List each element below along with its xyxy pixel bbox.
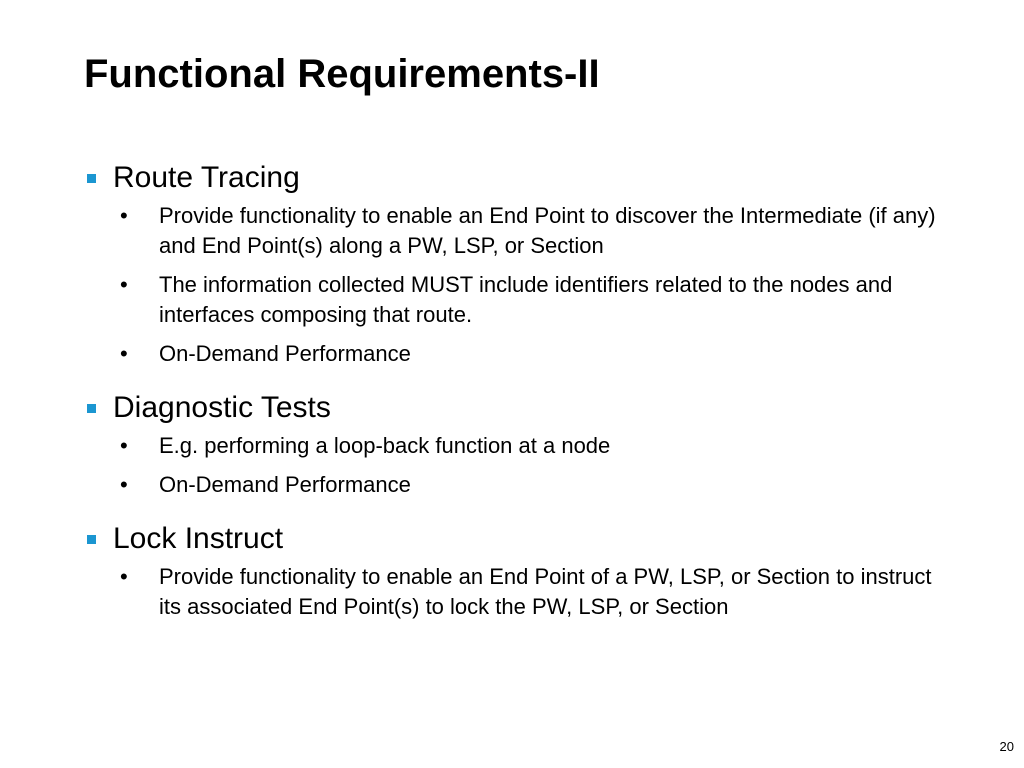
slide-title: Functional Requirements-II	[84, 52, 600, 96]
bullet-dot-icon: •	[120, 472, 128, 497]
list-item-text: On-Demand Performance	[159, 341, 411, 366]
list-item	[84, 270, 964, 330]
section-heading	[84, 157, 964, 199]
section-heading	[84, 518, 964, 560]
list-item-text: Provide functionality to enable an End Point of a PW, LSP, or Section to instruct its associated End Point(s) to lock the PW, LSP, or Section	[159, 564, 932, 619]
list-item	[84, 431, 964, 461]
list-item-text: The information collected MUST include identifiers related to the nodes and interfaces composing that route.	[159, 272, 893, 327]
section-heading	[84, 387, 964, 429]
list-item-text: Provide functionality to enable an End Point to discover the Intermediate (if any) and End Point(s) along a PW, LSP, or Section	[159, 203, 936, 258]
list-item-text: On-Demand Performance	[159, 472, 411, 497]
bullet-dot-icon: •	[120, 341, 128, 366]
bullet-dot-icon: •	[120, 203, 128, 228]
list-item	[84, 470, 964, 500]
section-diagnostic-tests	[84, 387, 964, 500]
section-title: Route Tracing	[113, 161, 300, 194]
bullet-dot-icon: •	[120, 272, 128, 297]
square-bullet-icon	[87, 174, 96, 183]
list-item	[84, 201, 964, 261]
bullet-list	[84, 562, 964, 622]
square-bullet-icon	[87, 535, 96, 544]
square-bullet-icon	[87, 404, 96, 413]
section-route-tracing	[84, 157, 964, 369]
section-lock-instruct	[84, 518, 964, 622]
slide-content	[84, 157, 964, 640]
section-title: Lock Instruct	[113, 522, 284, 555]
bullet-dot-icon: •	[120, 433, 128, 458]
list-item	[84, 339, 964, 369]
section-title: Diagnostic Tests	[113, 391, 331, 424]
list-item	[84, 562, 964, 622]
list-item-text: E.g. performing a loop-back function at a node	[159, 433, 611, 458]
bullet-dot-icon: •	[120, 564, 128, 589]
bullet-list	[84, 431, 964, 500]
bullet-list	[84, 201, 964, 369]
page-number: 20	[999, 739, 1014, 754]
